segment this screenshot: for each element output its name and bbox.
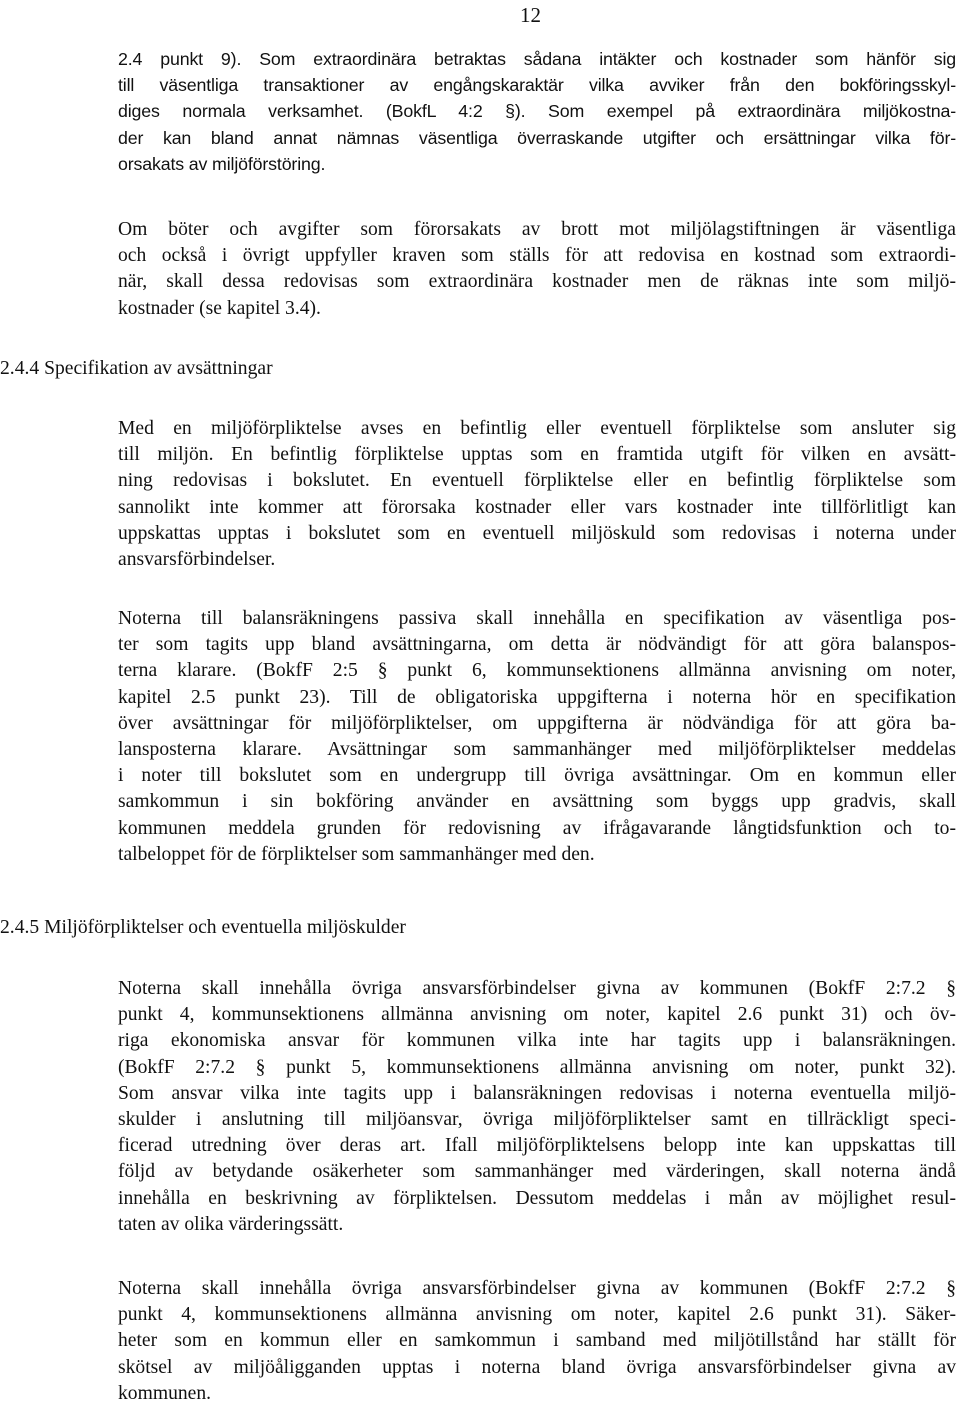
paragraph-line: riga ekonomiska ansvar för kommunen vilka inte har tagits upp i balansräkningen. (118, 1030, 956, 1052)
paragraph-line: Med en miljöförpliktelse avses en befintlig eller eventuell förpliktelse som ansluter sig (118, 418, 956, 439)
paragraph-line: i noter till bokslutet som en undergrupp till övriga avsättningar. Om en kommun eller (118, 765, 956, 787)
paragraph-line: ansvarsförbindelser. (118, 549, 276, 570)
paragraph-line: punkt 4, kommunsektionens allmänna anvisning om noter, kapitel 2.6 punkt 31) och öv- (118, 1004, 956, 1026)
paragraph-line: Noterna skall innehålla övriga ansvarsförbindelser givna av kommunen (BokfF 2:7.2 § (118, 978, 956, 999)
paragraph-line: ficerad utredning över deras art. Ifall miljöförpliktelsens belopp inte kan uppskattas till (118, 1135, 956, 1157)
paragraph-line: över avsättningar för miljöförpliktelser, om uppgifterna är nödvändiga för att göra ba- (118, 712, 956, 734)
page-number: 12 (520, 3, 541, 27)
paragraph-line: Noterna till balansräkningens passiva skall innehålla en specifikation av väsentliga pos- (118, 608, 956, 629)
paragraph-line: uppskattas upptas i bokslutet som en eventuell miljöskuld som redovisas i noterna under (118, 522, 956, 544)
paragraph-line: talbeloppet för de förpliktelser som sammanhänger med den. (118, 843, 595, 865)
paragraph-line: skulder i anslutning till miljöansvar, övriga miljöförpliktelser samt en tillräckligt speci- (118, 1109, 956, 1130)
paragraph-line: kommunen. (118, 1382, 212, 1404)
paragraph-line: sannolikt inte kommer att förorsaka kostnader eller vars kostnader inte tillförlitligt kan (118, 496, 956, 518)
paragraph-line: lansposterna klarare. Avsättningar som sammanhänger med miljöförpliktelser meddelas (118, 739, 956, 760)
paragraph-line: kapitel 2.5 punkt 23). Till de obligatoriska uppgifterna i noterna hör en specifikation (118, 686, 956, 708)
paragraph-line: samkommun i sin bokföring använder en avsättning som byggs upp gradvis, skall (118, 791, 956, 813)
paragraph-line: taten av olika värderingssätt. (118, 1213, 344, 1235)
paragraph-line: diges normala verksamhet. (BokfL 4:2 §). Som exempel på extraordinära miljökostna- (118, 101, 956, 122)
paragraph-line: ter som tagits upp bland avsättningarna, om detta är nödvändigt för att göra balanspos- (118, 634, 956, 656)
paragraph-line: följd av betydande osäkerheter som sammanhänger med värderingen, skall noterna ändå (118, 1161, 956, 1183)
paragraph-line: der kan bland annat nämnas väsentliga överraskande utgifter och ersättningar vilka för- (118, 127, 956, 148)
paragraph-line: till miljön. En befintlig förpliktelse upptas som en framtida utgift för vilken en avsätt- (118, 444, 956, 466)
paragraph-line: Som ansvar vilka inte tagits upp i balansräkningen redovisas i noterna eventuella miljö- (118, 1082, 956, 1104)
paragraph-line: terna klarare. (BokfF 2:5 § punkt 6, kommunsektionens allmänna anvisning om noter, (118, 660, 956, 682)
paragraph-line: kommunen meddela grunden för redovisning av ifrågavarande långtidsfunktion och to- (118, 817, 956, 839)
paragraph-line: skötsel av miljöåligganden upptas i noterna bland övriga ansvarsförbindelser givna av (118, 1356, 956, 1378)
paragraph-line: till väsentliga transaktioner av engångskaraktär vilka avviker från den bokföringsskyl- (118, 75, 956, 96)
paragraph-line: kostnader (se kapitel 3.4). (118, 297, 321, 319)
section-heading: 2.4.4 Specifikation av avsättningar (0, 358, 273, 379)
section-heading: 2.4.5 Miljöförpliktelser och eventuella miljöskulder (0, 917, 406, 938)
paragraph-line: Noterna skall innehålla övriga ansvarsförbindelser givna av kommunen (BokfF 2:7.2 § (118, 1278, 956, 1299)
paragraph-line: när, skall dessa redovisas som extraordinära kostnader men de räknas inte som miljö- (118, 271, 956, 293)
paragraph-line: (BokfF 2:7.2 § punkt 5, kommunsektionens allmänna anvisning om noter, punkt 32). (118, 1056, 956, 1078)
paragraph-line: innehålla en beskrivning av förpliktelsen. Dessutom meddelas i mån av möjlighet resul- (118, 1187, 956, 1209)
paragraph-line: heter som en kommun eller en samkommun i samband med miljötillstånd har ställt för (118, 1330, 956, 1352)
paragraph-line: Om böter och avgifter som förorsakats av brott mot miljölagstiftningen är väsentliga (118, 219, 956, 240)
paragraph-line: orsakats av miljöförstöring. (118, 153, 326, 174)
paragraph-line: och också i övrigt uppfyller kraven som ställs för att redovisa en kostnad som extraordi- (118, 245, 956, 267)
paragraph-line: punkt 4, kommunsektionens allmänna anvisning om noter, kapitel 2.6 punkt 31). Säker- (118, 1304, 956, 1326)
paragraph-line: 2.4 punkt 9). Som extraordinära betraktas sådana intäkter och kostnader som hänför sig (118, 49, 956, 69)
paragraph-line: ning redovisas i bokslutet. En eventuell förpliktelse eller en befintlig förpliktelse som (118, 470, 956, 492)
